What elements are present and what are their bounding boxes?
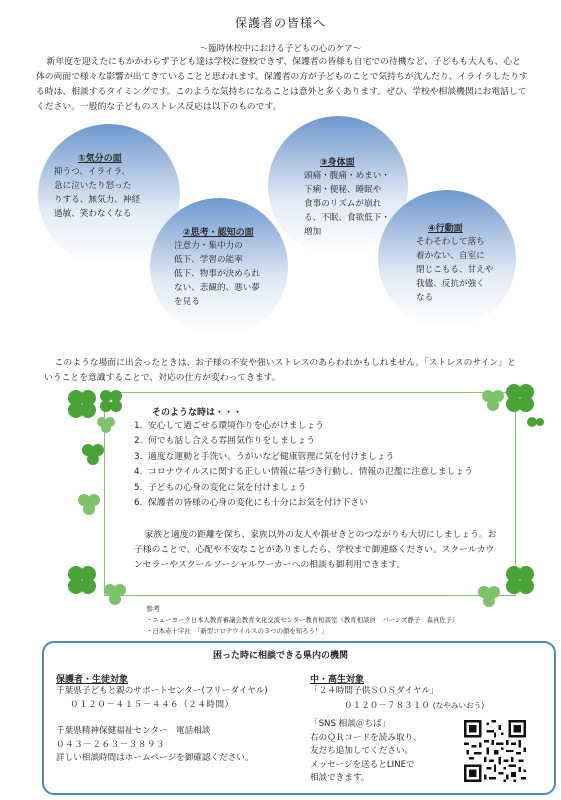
clover-top-left-icon <box>62 384 126 434</box>
support-center-phone: ０１２０－４１５－４４６（２４時間） <box>70 699 234 710</box>
bubble-behavior-title: ④行動面 <box>428 224 463 234</box>
item-number: 2. <box>134 436 143 447</box>
bubble-line: 着かない、自室に <box>416 251 485 261</box>
list-item <box>134 496 490 511</box>
bubble-line: 急に泣いたり怒った <box>54 181 132 191</box>
mental-health-center-phone: ０４３－２６３－３８９３ <box>56 739 166 750</box>
reference-item: ・日本赤十字社 「新型コロナウイルスの３つの顔を知ろう！」 <box>146 626 328 635</box>
item-text: 何でも話し合える雰囲気作りをしましょう <box>148 436 316 447</box>
bubble-thinking <box>150 198 288 336</box>
clover-bottom-left-icon <box>62 560 132 610</box>
bubble-line: 我儘、反抗が強く <box>416 279 485 289</box>
teens-heading: 中・高生対象 <box>310 675 365 685</box>
support-center-name: 千葉県子どもと親のサポートセンター(フリーダイヤル) <box>56 686 268 696</box>
list-item <box>134 481 490 496</box>
sns-instruction-line: 相談できます。 <box>310 773 370 783</box>
page-subtitle: ～臨時休校中における子どもの心のケア～ <box>199 44 362 54</box>
reference-item: ・ニューヨーク日本人教育審議会教育文化交流センター教育相談室（教育相談員 バーンズ静子 森真佐子） <box>146 616 459 624</box>
bubble-line: 閉じこもる、甘えや <box>416 265 494 275</box>
bubble-line: 増加 <box>304 227 322 237</box>
bubble-line: 抑うつ、イライラ、 <box>54 167 131 177</box>
item-number: 3. <box>134 451 143 462</box>
qr-code-icon[interactable] <box>464 720 526 782</box>
references-label: 参考 <box>146 605 160 613</box>
list-item <box>134 450 490 465</box>
parents-students-info <box>56 685 296 766</box>
sos-dial-phone: ０１２０－７８３１０ <box>344 700 430 711</box>
mental-health-center-name: 千葉県精神保健福祉センター 電話相談 <box>56 726 211 736</box>
bubble-line: 食事のリズムが崩れ <box>304 199 382 209</box>
bubble-thinking-text <box>174 239 284 309</box>
item-text: 子どもの心身の変化に気を付けましょう <box>148 482 307 493</box>
item-text: 安心して過ごせる環境作りを心がけましょう <box>148 421 324 431</box>
references-list <box>146 615 459 636</box>
sns-consult-name: 「SNS 相談＠ちば」 <box>310 719 391 729</box>
sos-dial-reading: (なやみいおう) <box>432 700 485 710</box>
consult-box-title: 困った時に相談できる県内の機関 <box>212 651 348 661</box>
bubble-mood-title: ①気分の面 <box>78 154 122 164</box>
bubble-mood-text <box>54 165 174 221</box>
bubble-line: 過敏、笑わなくなる <box>54 209 132 219</box>
parents-students-heading: 保護者・生徒対象 <box>56 675 129 685</box>
bubble-line: ない、悲観的、悪い夢 <box>174 283 260 293</box>
tips-paragraph: 家族と適度の距離を保ち、家族以外の友人や親せきとのつながりも大切にしましょう。お子様のことで、心配や不安なことがありましたら、学校まで御連絡ください。スクールカウンセラーやスクールソーシャルワーカーへの相談も御利用できます。 <box>134 530 497 571</box>
consult-hours-note: 詳しい相談時間はホームページを御確認ください。 <box>56 753 254 763</box>
bubble-thinking-title: ②思考・認知の面 <box>183 228 254 238</box>
item-number: 6. <box>134 498 143 509</box>
list-item <box>134 465 490 480</box>
bubble-line: 下痢・便秘、睡眠や <box>304 185 382 195</box>
sns-instruction-line: 右のＱＲコードを読み取り、 <box>310 732 422 743</box>
clover-left-side-icon <box>70 440 110 530</box>
bubble-line: りする、無気力、神経 <box>54 195 140 205</box>
bubble-line: る、不眠、食欲低下・ <box>304 213 390 223</box>
bubble-line: 低下、物事が決められ <box>174 269 260 279</box>
tips-heading: そのような時は・・・ <box>152 408 243 418</box>
bubble-line: 注意力・集中力の <box>174 241 243 251</box>
item-text: 保護者の皆様の心身の変化にも十分にお気を付け下さい <box>148 498 368 509</box>
item-number: 5. <box>134 482 143 493</box>
bubble-line: を見る <box>174 297 200 307</box>
bubble-line: 低下、学習の能率 <box>174 255 243 265</box>
list-item <box>134 434 490 449</box>
bubble-line: なる <box>416 293 434 303</box>
item-text: コロナウイルスに関する正しい情報に基づき行動し、情報の氾濫に注意しましょう <box>148 467 473 478</box>
sns-instruction-line: 友だち追加してください。 <box>310 746 414 756</box>
item-text: 適度な運動と手洗い、うがいなど健康管理に気を付けましょう <box>148 451 395 462</box>
bubble-physical-title: ③身体面 <box>320 158 355 168</box>
sos-dial-name: 「２４時間子供ＳＯＳダイヤル」 <box>310 686 439 696</box>
bubble-line: そわそわして落ち <box>416 237 485 247</box>
bubble-line: 頭痛・腹痛・めまい・ <box>304 171 390 181</box>
situation-paragraph: このような場面に出会ったときは、お子様の不安や強いストレスのあらわれかもしれません。「ストレスのサイン」ということを意識することで、対応の仕方が変わってきます。 <box>44 358 516 383</box>
sns-instruction-line: メッセージを送るとLINEで <box>310 759 415 770</box>
item-number: 4. <box>134 467 143 478</box>
bubble-behavior-text <box>416 235 512 305</box>
list-item <box>134 419 490 434</box>
sos-dial-line <box>310 699 540 714</box>
page-title: 保護者の皆様へ <box>234 16 326 30</box>
item-number: 1. <box>134 421 143 431</box>
intro-paragraph: 新年度を迎えたにもかかわらず子ども達は学校に登校できず、保護者の皆様も自宅での待機など、子どもも大人も、心と体の両面で様々な影響が出てきていることと思われます。保護者の方が子どものことで気持ちが沈んだり、イライラしたりする時は、相談するタイミングです。このような気持ちになることは意外と多くあります。ぜひ、学校や相談機関にお電話してください。一般的な子どものストレス反応は以下のものです。 <box>36 57 528 112</box>
bubble-behavior <box>378 190 516 328</box>
tips-list <box>134 419 490 511</box>
